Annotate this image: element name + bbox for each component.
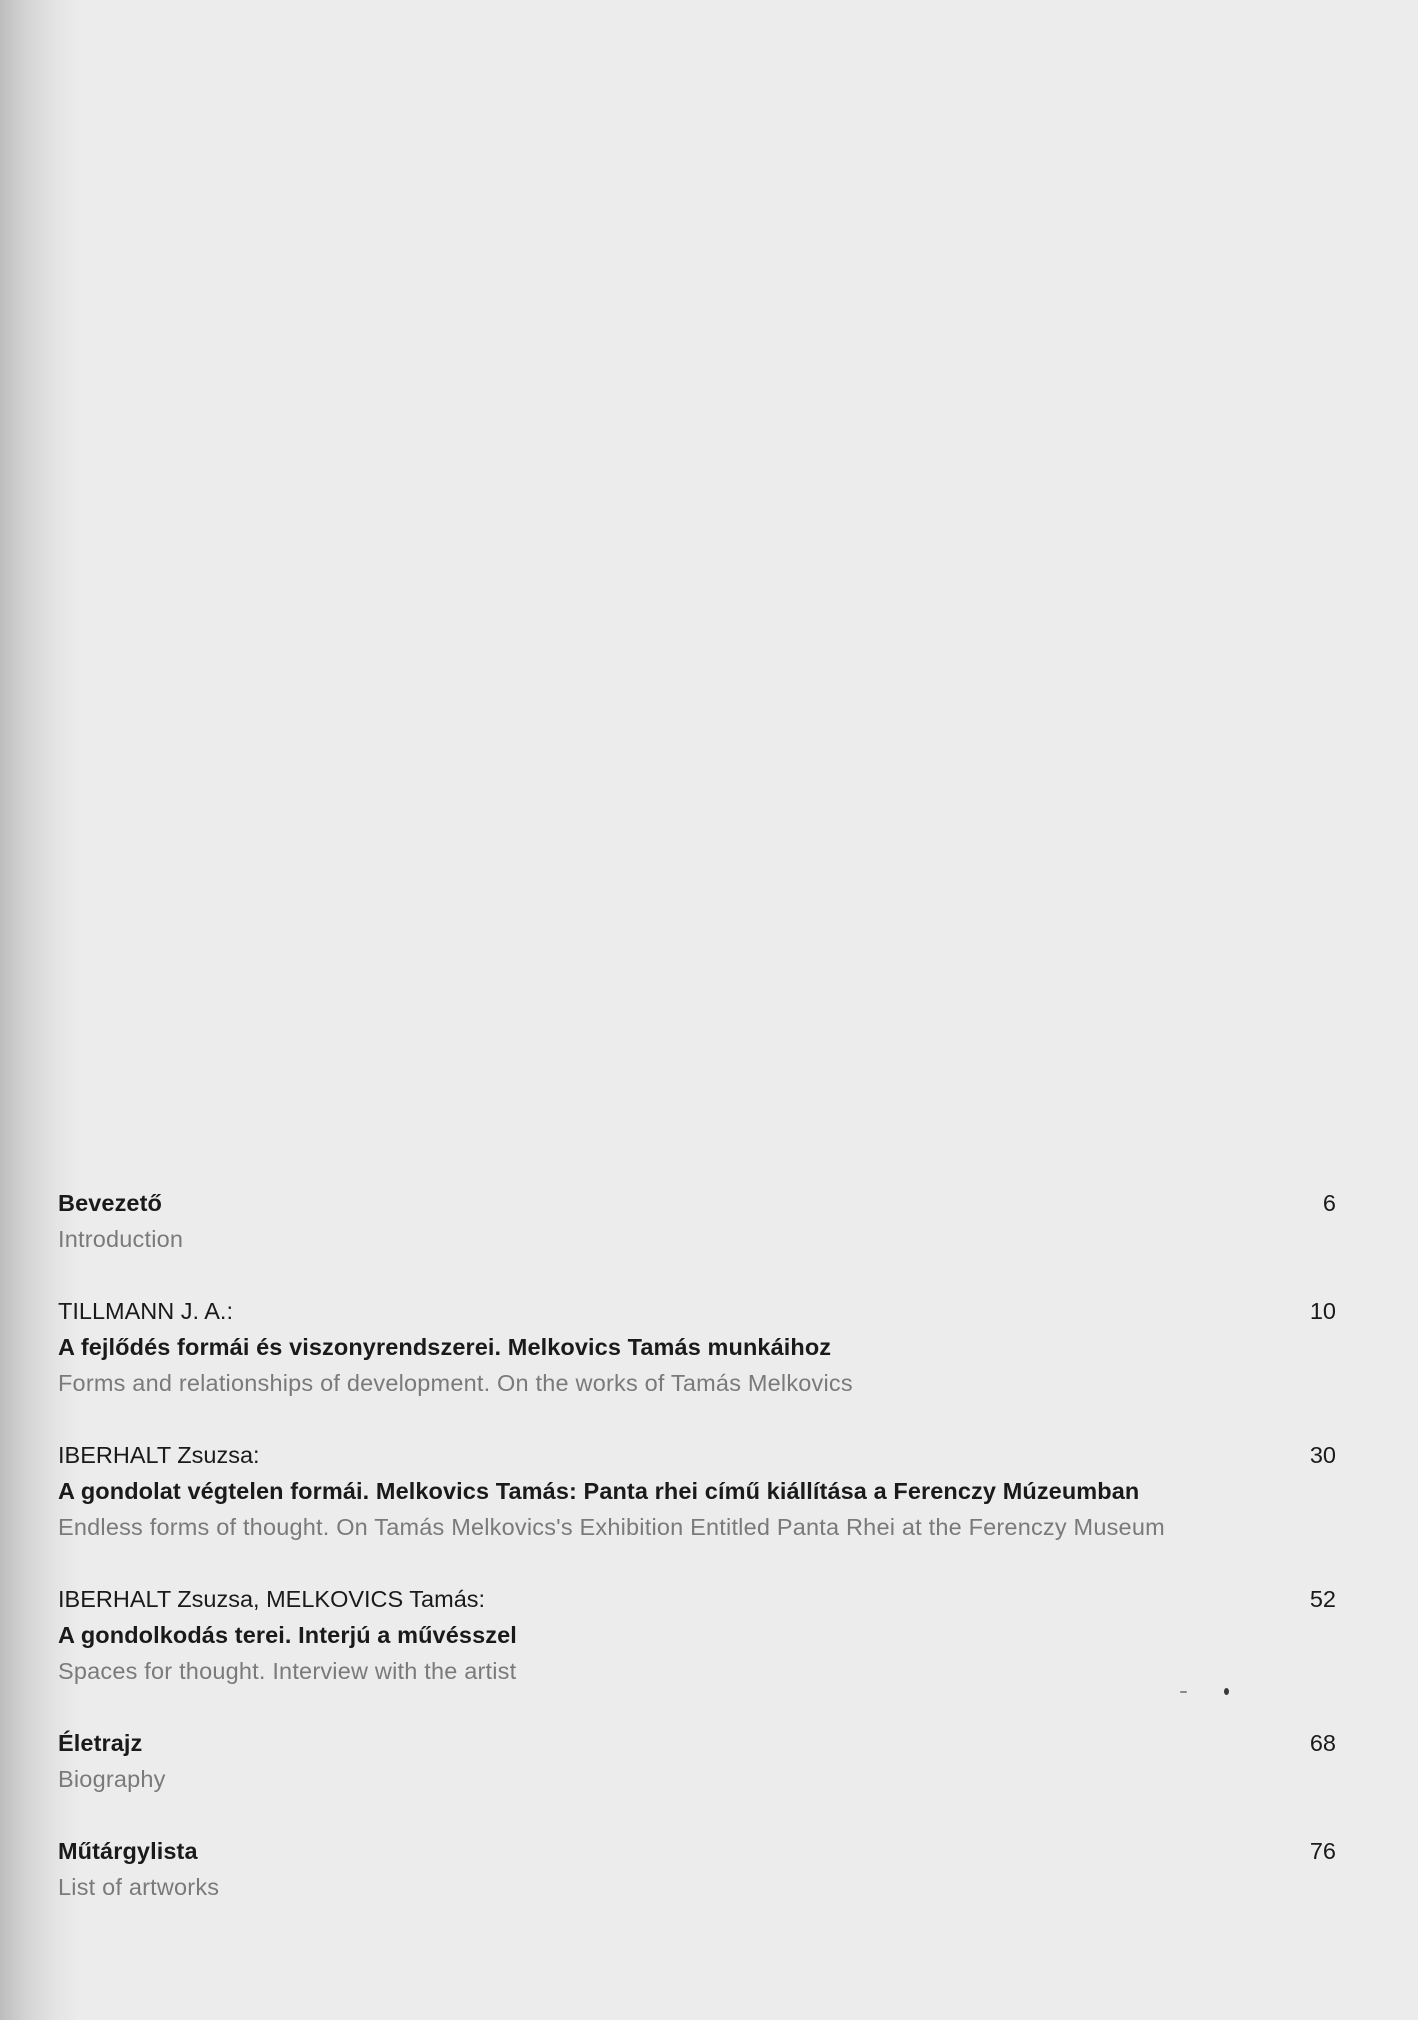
toc-entry-page-number: 6 [1322,1190,1336,1216]
toc-entry-biography [58,1725,1336,1797]
toc-entry-title-hu: A fejlődés formái és viszonyrendszerei. Melkovics Tamás munkáihoz [58,1334,832,1360]
scan-speck [1224,1688,1229,1695]
toc-entry-introduction [58,1185,1336,1257]
toc-entry-title-hu: Életrajz [58,1730,143,1756]
toc-entry-title-en: Forms and relationships of development. On the works of Tamás Melkovics [58,1370,853,1396]
toc-entry-tillmann [58,1293,1336,1401]
toc-entry-author: TILLMANN J. A.: [58,1298,233,1324]
toc-entry-page-number: 76 [1309,1838,1336,1864]
toc-entry-title-en: Spaces for thought. Interview with the artist [58,1658,517,1684]
toc-entry-interview [58,1581,1336,1689]
page-gutter-shadow [0,0,80,2020]
toc-entry-title-hu: A gondolat végtelen formái. Melkovics Tamás: Panta rhei című kiállítása a Ferenczy Múzeumban [58,1478,1140,1504]
toc-entry-title-en: Introduction [58,1226,184,1252]
toc-entry-page-number: 30 [1309,1442,1336,1468]
toc-entry-iberhalt [58,1437,1336,1545]
toc-entry-title-en: Biography [58,1766,166,1792]
toc-entry-title-en: List of artworks [58,1874,220,1900]
toc-entry-page-number: 52 [1309,1586,1336,1612]
toc-entry-author: IBERHALT Zsuzsa: [58,1442,260,1468]
toc-entry-title-hu: A gondolkodás terei. Interjú a művésszel [58,1622,517,1648]
toc-entry-title-en: Endless forms of thought. On Tamás Melkovics's Exhibition Entitled Panta Rhei at the Ferenczy Museum [58,1514,1165,1540]
toc-entry-artworks [58,1833,1336,1905]
toc-entry-page-number: 10 [1309,1298,1336,1324]
toc-entry-author: IBERHALT Zsuzsa, MELKOVICS Tamás: [58,1586,486,1612]
scan-speck [1180,1691,1187,1693]
toc-entry-page-number: 68 [1309,1730,1336,1756]
toc-entry-title-hu: Bevezető [58,1190,162,1216]
toc-entry-title-hu: Műtárgylista [58,1838,198,1864]
